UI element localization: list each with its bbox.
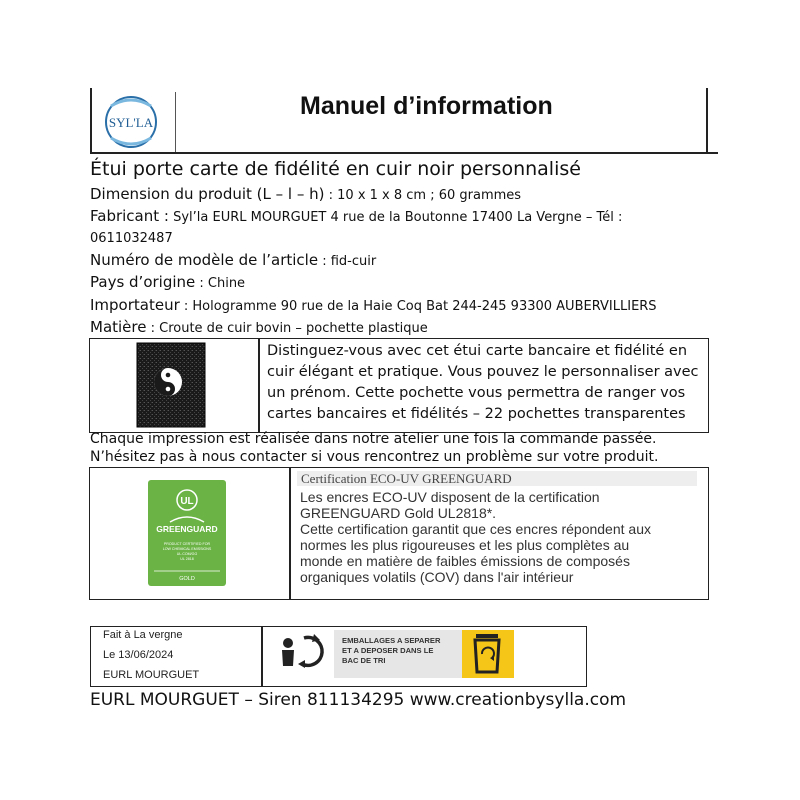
recycling-bin [470,632,504,676]
badge-ul: UL [180,496,194,507]
note-line: N’hésitez pas à nous contacter si vous rencontrez un problème sur votre produit. [90,449,659,465]
spec-label: Dimension du produit (L – l – h) [90,185,325,203]
spec-importer [90,296,657,314]
spec-label: Fabricant : [90,207,169,225]
spec-value: : fid-cuir [318,254,377,269]
header-right-border [706,88,708,154]
description-line: cuir élégant et pratique. Vous pouvez le personnaliser avec [267,364,699,380]
description-line: Distinguez-vous avec cet étui carte bancaire et fidélité en [267,343,688,359]
spec-label: Importateur [90,296,180,314]
spec-value: : Croute de cuir bovin – pochette plastique [146,321,428,336]
made-in-text: Fait à La vergne [103,629,183,641]
badge-level: GOLD [179,576,195,582]
spec-value: : Chine [195,276,246,291]
description-divider [258,338,260,433]
spec-dimension [90,185,521,203]
footer-box-divider [261,626,263,687]
spec-model [90,251,376,269]
recycling-line: ET A DEPOSER DANS LE [342,646,434,655]
certification-line: monde en matière de faibles émissions de composés [300,553,630,569]
sylla-logo-icon [91,92,175,152]
certification-text [300,489,651,585]
card-holder-image [136,342,206,428]
header-bottom-border [90,152,718,154]
certification-line: normes les plus rigoureuses et les plus complètes au [300,537,630,553]
company-text: EURL MOURGUET [103,669,200,681]
triman-icon [276,630,330,672]
spec-label: Matière [90,318,147,336]
logo-text: SYL'LA [108,115,154,130]
certification-divider [289,467,291,600]
footer-text: EURL MOURGUET – Siren 811134295 www.creationbysylla.com [90,690,627,710]
spec-label: Pays d’origine [90,273,196,291]
certification-heading: Certification ECO-UV GREENGUARD [301,471,512,486]
badge-small-text: LOW CHEMICAL EMISSIONS [162,547,212,551]
badge-small-text: UL 2818 [180,557,194,561]
certification-line: Cette certification garantit que ces encres répondent aux [300,521,651,537]
certification-line: GREENGUARD Gold UL2818*. [300,505,497,521]
badge-small-text: PRODUCT CERTIFIED FOR [163,542,211,546]
note-line: Chaque impression est réalisée dans notre atelier une fois la commande passée. [90,431,657,447]
description-line: cartes bancaires et fidélités – 22 pochettes transparentes [267,406,686,422]
spec-manufacturer [90,207,622,225]
recycling-logo [276,630,330,672]
page-title: Manuel d’information [300,92,553,120]
spec-value: : 10 x 1 x 8 cm ; 60 grammes [324,188,522,203]
greenguard-logo-icon [148,480,226,586]
spec-origin [90,273,245,291]
product-image [136,342,206,428]
logo [91,92,176,152]
greenguard-badge [148,480,226,586]
certification-line: Les encres ECO-UV disposent de la certification [300,489,600,505]
spec-value: : Hologramme 90 rue de la Haie Coq Bat 244-245 93300 AUBERVILLIERS [179,299,657,314]
spec-label: Numéro de modèle de l’article [90,251,319,269]
recycle-bin-icon [470,632,504,676]
recycling-line: BAC DE TRI [342,656,386,665]
recycling-text [342,636,440,666]
spec-material [90,318,428,336]
date-text: Le 13/06/2024 [103,649,174,661]
spec-value: Syl’la EURL MOURGUET 4 rue de la Boutonne 17400 La Vergne – Tél : [168,210,623,225]
recycling-line: EMBALLAGES A SEPARER [342,636,441,645]
description-line: un prénom. Cette pochette vous permettra de ranger vos [267,385,686,401]
badge-name: GREENGUARD [156,524,218,534]
badge-small-text: UL.COM/GG [176,552,198,556]
product-title: Étui porte carte de fidélité en cuir noir personnalisé [90,158,581,180]
certification-line: organiques volatils (COV) dans l'air intérieur [300,569,574,585]
spec-phone [90,230,173,246]
spec-value: 0611032487 [90,231,173,246]
product-description [267,341,699,425]
